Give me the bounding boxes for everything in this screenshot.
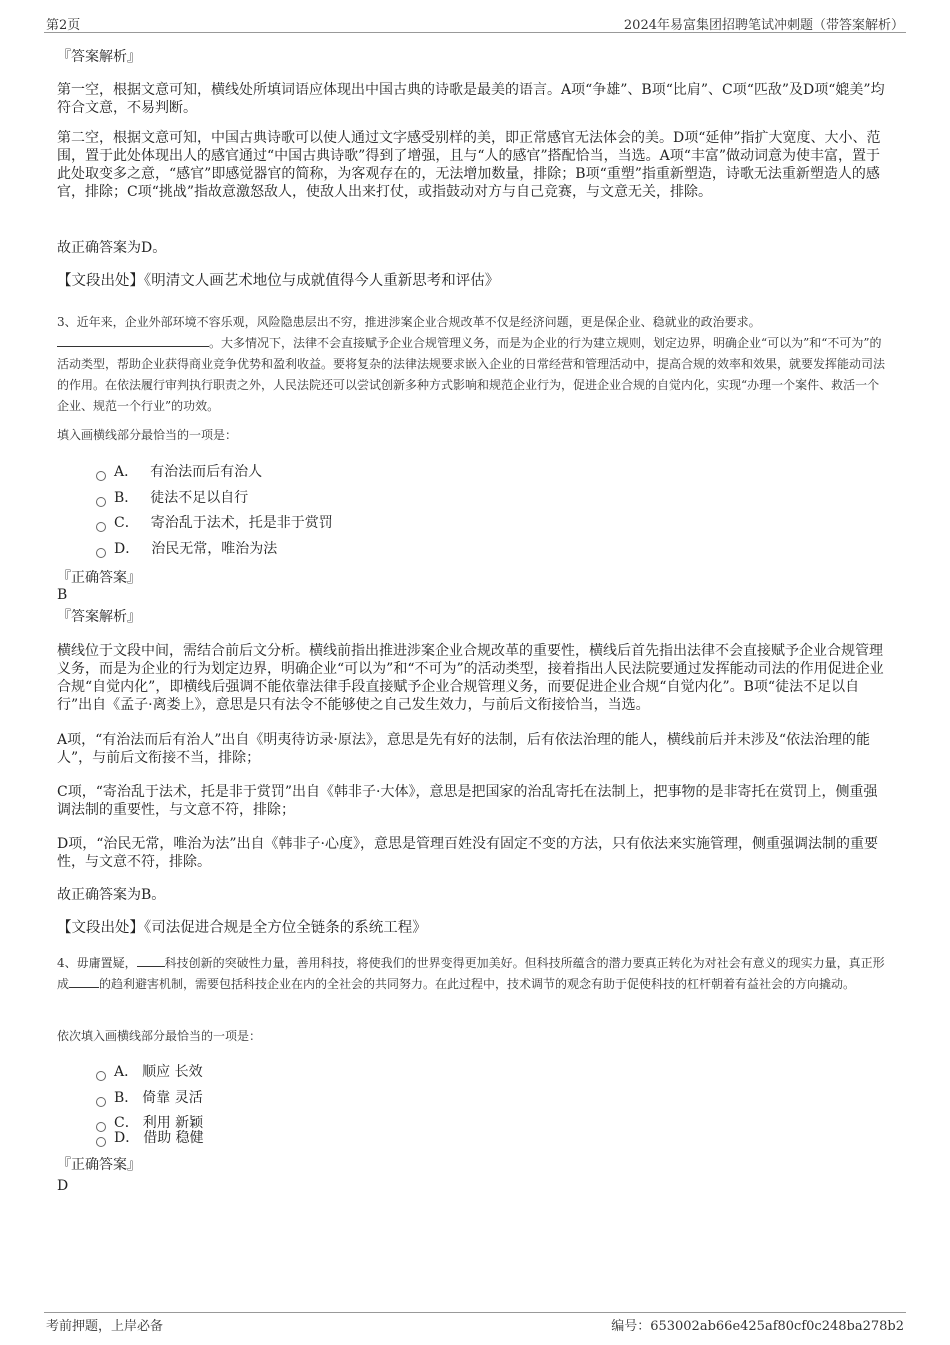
q4-option-d[interactable]: D． 借助 稳健 (96, 1129, 204, 1147)
q3-option-b[interactable]: B． 徒法不足以自行 (96, 489, 248, 507)
q4-answer-label: 『正确答案』 (57, 1157, 141, 1173)
q4-option-b[interactable]: B． 倚靠 灵活 (96, 1089, 203, 1107)
footer-slogan: 考前押题，上岸必备 (46, 1319, 164, 1334)
q4-answer: D (57, 1178, 69, 1194)
document-title: 2024年易富集团招聘笔试冲刺题（带答案解析） (623, 18, 904, 33)
q3-analysis-para2: A项，“有治法而后有治人”出自《明夷待访录·原法》，意思是先有好的法制，后有依法治理的能人，横线前后并未涉及“依法治理的能人”，与前后文衔接不当，排除； (57, 732, 871, 766)
q3-blank (57, 333, 209, 347)
page-header (44, 14, 906, 33)
radio-icon[interactable] (96, 522, 106, 532)
q3-source-label: 【文段出处】 (57, 920, 144, 936)
page-footer (44, 1312, 906, 1333)
q2-source-text: 《明清文人画艺术地位与成就值得今人重新思考和评估》 (144, 273, 500, 289)
radio-icon[interactable] (96, 1071, 106, 1081)
q3-analysis-label: 『答案解析』 (57, 609, 141, 625)
q3-analysis-para1: 横线位于文段中间，需结合前后文分析。横线前指出推进涉案企业合规改革的重要性，横线后首先指出法律不会直接赋予企业合规管理义务，而是为企业的行为划定边界，明确企业“可以为”和“不可为”的活动类型，接着指出人民法院要通过发挥能动司法的作用促进企业合规“自觉内化”，即横线后强调不能依靠法律手段直接赋予企业合规管理义务，而要促进企业合规“自觉内化”。B项“徒法不足以自行”出自《孟子·离娄上》，意思是只有法令不能够使之自己发生效力，与前后文衔接恰当，当选。 (57, 643, 884, 713)
radio-icon[interactable] (96, 548, 106, 558)
q3-stem (57, 312, 889, 417)
q3-answer-label: 『正确答案』 (57, 570, 141, 586)
q2-analysis-para2: 第二空，根据文意可知，中国古典诗歌可以使人通过文字感受别样的美，即正常感官无法体会的美。D项“延伸”指扩大宽度、大小、范围，置于此处体现出人的感官通过“中国古典诗歌”得到了增强，且与“人的感官”搭配恰当，当选。A项“丰富”做动词意为使丰富，置于此处取变多之意，“感官”即感觉器官的简称，为客观存在的，无法增加数量，排除；B项“重塑”指重新塑造，诗歌无法重新塑造人的感官，排除；C项“挑战”指故意激怒敌人，使敌人出来打仗，或指鼓动对方与自己竞赛，与文意无关，排除。 (57, 130, 881, 200)
q3-answer: B (57, 587, 68, 603)
q4-prompt: 依次填入画横线部分最恰当的一项是： (57, 1029, 262, 1043)
q4-stem: 4、毋庸置疑， 科技创新的突破性力量，善用科技，将使我们的世界变得更加美好。但科技所蕴含的潜力要真正转化为对社会有意义的现实力量，真正形成 的趋利避害机制，需要包括科技企业在内的全社会的共同努力。在此过程中，技术调节的观念有助于促使科技的杠杆朝着有益社会的方向撬动。 (57, 953, 889, 995)
q4-blank-2 (69, 974, 99, 988)
q3-option-c[interactable]: C． 寄治乱于法术，托是非于赏罚 (96, 514, 333, 532)
radio-icon[interactable] (96, 497, 106, 507)
radio-icon[interactable] (96, 1097, 106, 1107)
q4-option-a[interactable]: A． 顺应 长效 (96, 1063, 203, 1081)
q3-conclusion: 故正确答案为B。 (57, 887, 166, 903)
q3-option-d[interactable]: D． 治民无常，唯治为法 (96, 540, 277, 558)
radio-icon[interactable] (96, 1137, 106, 1147)
q3-source (57, 918, 427, 938)
page-number: 第2页 (46, 18, 81, 33)
q3-analysis-para4: D项，“治民无常，唯治为法”出自《韩非子·心度》，意思是管理百姓没有固定不变的方法，只有依法来实施管理，侧重强调法制的重要性，与文意不符，排除。 (57, 836, 878, 870)
q3-stem-prefix: 3、近年来，企业外部环境不容乐观，风险隐患层出不穷，推进涉案企业合规改革不仅是经济问题，更是保企业、稳就业的政治要求。 (57, 315, 761, 329)
q3-source-text: 《司法促进合规是全方位全链条的系统工程》 (144, 920, 427, 936)
q3-stem-suffix: 。大多情况下，法律不会直接赋予企业合规管理义务，而是为企业的行为建立规则，划定边界，明确企业“可以为”和“不可为”的活动类型，帮助企业获得商业竞争优势和盈利收益。要将复杂的法律法规要求嵌入企业的日常经营和管理活动中，提高合规的效率和效果，就要发挥能动司法的作用。在依法履行审判执行职责之外，人民法院还可以尝试创新多种方式影响和规范企业行为，促进企业合规的自觉内化，实现“办理一个案件、救活一个企业、规范一个行业”的功效。 (57, 336, 886, 413)
q4-blank-1 (137, 953, 165, 967)
q3-prompt: 填入画横线部分最恰当的一项是： (57, 428, 238, 442)
q2-analysis-para1: 第一空，根据文意可知，横线处所填词语应体现出中国古典的诗歌是最美的语言。A项“争雄”、B项“比肩”、C项“匹敌”及D项“媲美”均符合文意，不易判断。 (57, 82, 885, 116)
q2-source (57, 271, 499, 291)
q2-analysis-label: 『答案解析』 (57, 49, 141, 65)
q4-option-c[interactable]: C． 利用 新颖 (96, 1114, 203, 1132)
q2-conclusion: 故正确答案为D。 (57, 240, 167, 256)
footer-code: 编号：653002ab66e425af80cf0c248ba278b2 (611, 1319, 904, 1334)
q3-analysis-para3: C项，“寄治乱于法术，托是非于赏罚”出自《韩非子·大体》，意思是把国家的治乱寄托在法制上，把事物的是非寄托在赏罚上，侧重强调法制的重要性，与文意不符，排除； (57, 784, 878, 818)
q3-option-a[interactable]: A． 有治法而后有治人 (96, 463, 262, 481)
radio-icon[interactable] (96, 471, 106, 481)
q2-source-label: 【文段出处】 (57, 273, 144, 289)
